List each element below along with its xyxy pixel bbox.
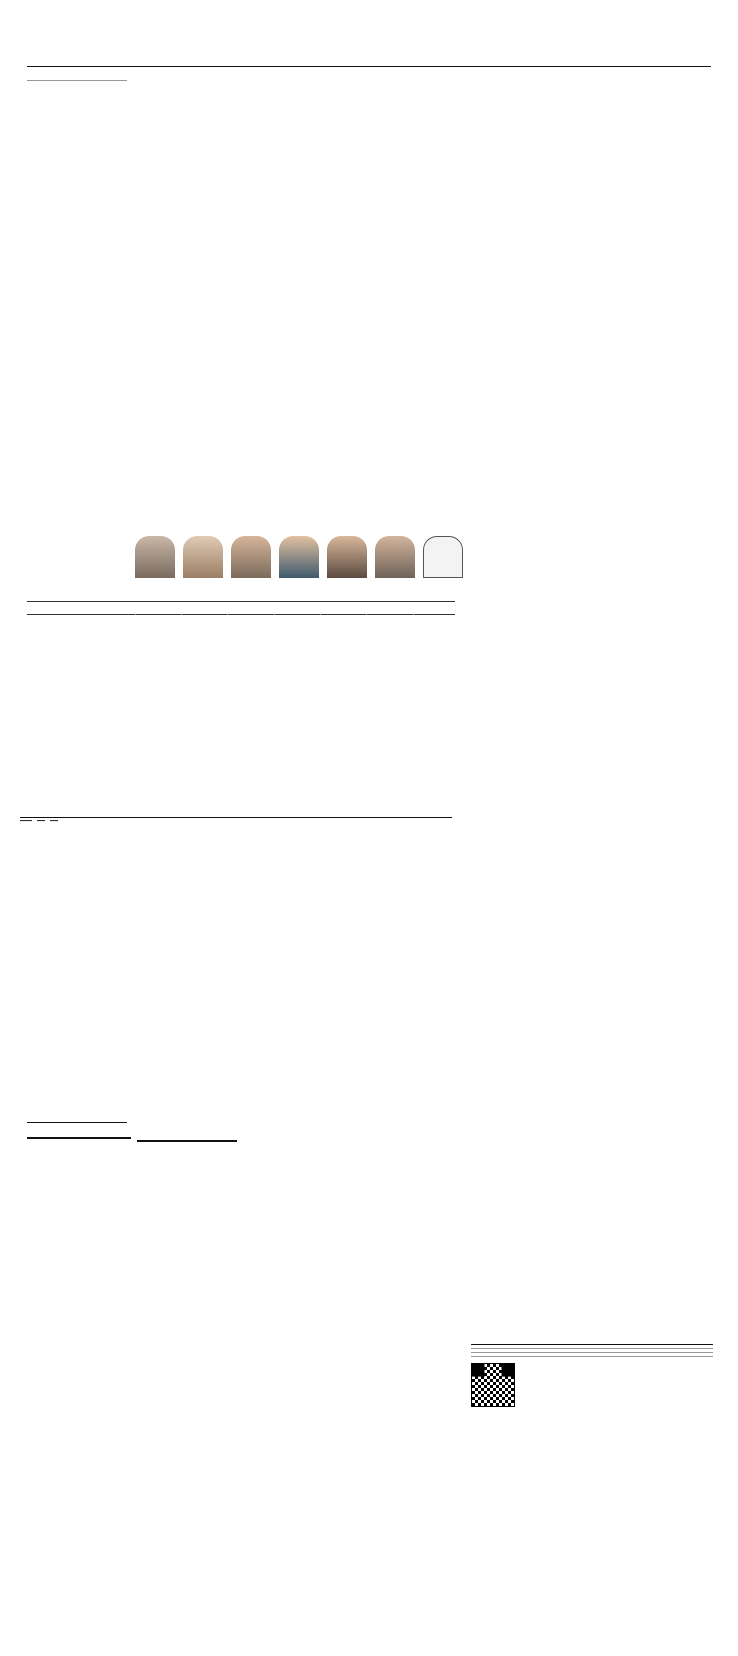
gel-col-3: [246, 1011, 347, 1012]
stats-row: [20, 821, 32, 822]
golf-story: [27, 77, 450, 477]
stats-title: [20, 815, 452, 818]
record-cell: [274, 615, 320, 616]
avatar-kennedy: [183, 536, 223, 578]
herd-col-2: [591, 53, 709, 91]
streaming-box: [471, 1340, 713, 1625]
pro-baseball-header: [137, 1140, 237, 1142]
stats-cell: [56, 821, 58, 822]
pickem-table: [27, 579, 455, 602]
scoreboard: [27, 1122, 455, 1622]
schedule-col-1: [27, 1137, 131, 1141]
streaming-title: [471, 1340, 713, 1345]
avatar-stephens: [375, 536, 415, 578]
pickem-picks: [27, 614, 455, 615]
record-cell: [181, 615, 227, 616]
msac-col-2: [591, 664, 709, 692]
golf-byline: [27, 80, 127, 81]
pickem-photos: [135, 536, 463, 578]
stats-cell: [30, 821, 32, 822]
games-label: [27, 597, 135, 602]
stream-girls-header: [471, 1356, 713, 1357]
golf-col-1: [27, 80, 127, 84]
herd-col-1: [469, 90, 585, 91]
record-cell: [413, 615, 455, 616]
stream-boys-header: [471, 1352, 713, 1353]
receiving-table: [50, 820, 58, 821]
last-week-label: [27, 615, 135, 616]
stats-box: [20, 815, 452, 989]
stats-row: [37, 821, 45, 822]
avatar-mccormick: [327, 536, 367, 578]
record-cell: [228, 615, 274, 616]
golf-col-3: [241, 80, 341, 84]
pickem-record-row: [27, 615, 455, 616]
scoreboard-title: [27, 1122, 127, 1123]
herd-story: [469, 77, 713, 469]
schedule-col-2: [137, 1137, 237, 1142]
pickem-box: [27, 536, 455, 802]
golf-col-2: [134, 80, 234, 84]
avatar-kennett: [231, 536, 271, 578]
stats-cell: [43, 821, 45, 822]
record-cell: [321, 615, 367, 616]
golf-col-4: [348, 80, 443, 84]
msac-col-1: [469, 691, 585, 692]
msac-story: [469, 688, 713, 1038]
rushing-table: [37, 820, 45, 821]
avatar-klemme: [279, 536, 319, 578]
gel-story: [27, 1011, 455, 1111]
avatar-elmore: [135, 536, 175, 578]
stream-football-header: [471, 1348, 713, 1349]
qr-code-icon[interactable]: [471, 1363, 515, 1407]
stats-row: [50, 821, 58, 822]
gel-col-2: [136, 1011, 237, 1012]
passing-table: [20, 820, 32, 821]
on-air-banner: [27, 1137, 131, 1139]
record-cell: [367, 615, 413, 616]
avatar-west: [423, 536, 463, 578]
gel-col-4: [355, 1011, 455, 1012]
record-cell: [135, 615, 181, 616]
